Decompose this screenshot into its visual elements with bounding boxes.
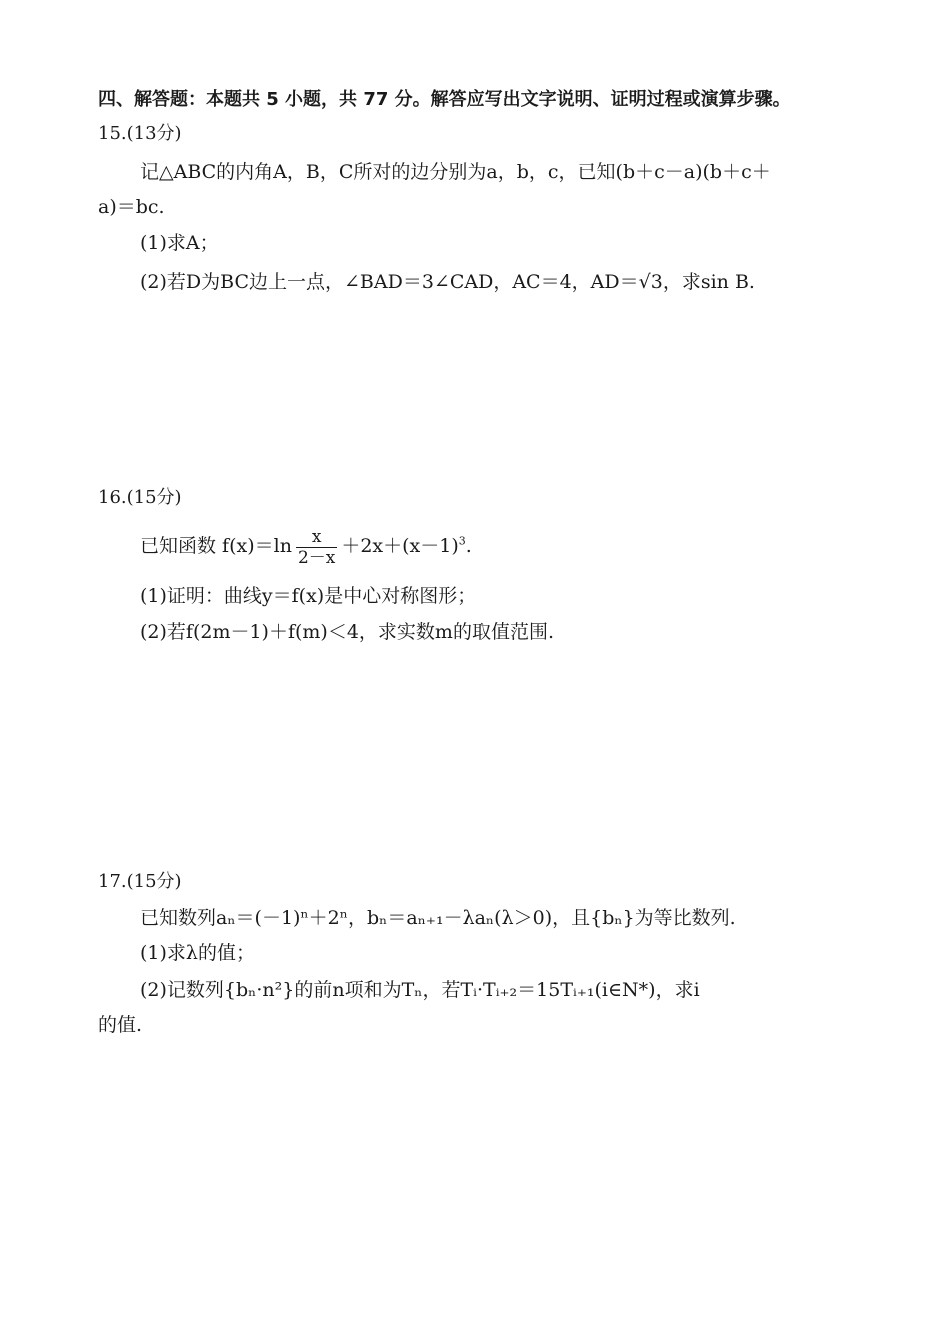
question-16-stem-end: . [465,535,472,557]
question-16-stem-suffix: ＋2x＋(x－1) [341,535,459,557]
question-17-number: 17.(15分) [98,871,182,892]
question-15-stem-line2: a)＝bc. [98,196,165,218]
question-15-stem-line1: 记△ABC的内角A，B，C所对的边分别为a，b，c，已知(b＋c－a)(b＋c＋ [140,161,771,183]
question-17-part2-line1: (2)记数列{bₙ·n²}的前n项和为Tₙ，若Tᵢ·Tᵢ₊₂＝15Tᵢ₊₁(i∈N*)，求i [140,979,700,1001]
question-17-part1: (1)求λ的值； [140,942,255,964]
section-header: 四、解答题：本题共 5 小题，共 77 分。解答应写出文字说明、证明过程或演算步骤。 [98,89,791,110]
question-15-number: 15.(13分) [98,123,182,144]
question-15-part1: (1)求A； [140,232,219,254]
question-17-part2-line2: 的值. [98,1014,143,1036]
question-16-part2: (2)若f(2m－1)＋f(m)＜4，求实数m的取值范围. [140,621,554,643]
question-16-stem [140,524,472,568]
fraction-numerator: x [296,527,337,548]
question-16-part1: (1)证明：曲线y＝f(x)是中心对称图形； [140,585,477,607]
exponent-three: 3 [458,534,466,548]
question-16-stem-prefix: 已知函数 f(x)＝ln [140,535,292,557]
fraction-denominator: 2－x [297,547,336,568]
question-16-number: 16.(15分) [98,487,182,508]
question-15-part2: (2)若D为BC边上一点，∠BAD＝3∠CAD，AC＝4，AD＝√3，求sin B. [140,271,755,293]
log-fraction [296,527,337,568]
question-17-stem: 已知数列aₙ＝(－1)ⁿ＋2ⁿ，bₙ＝aₙ₊₁－λaₙ(λ＞0)，且{bₙ}为等比数列. [140,907,736,929]
